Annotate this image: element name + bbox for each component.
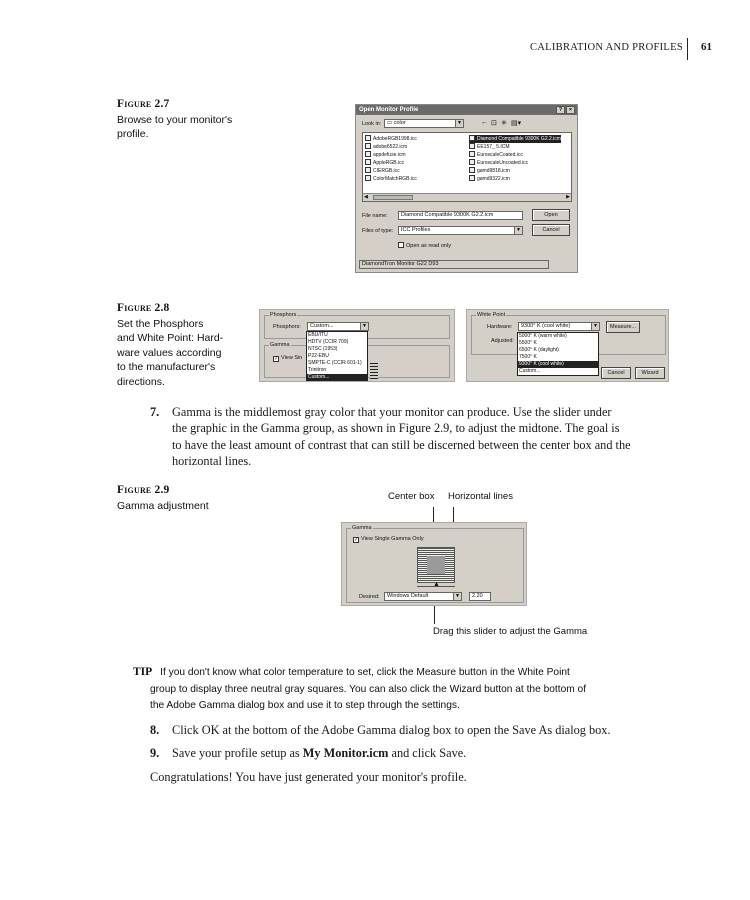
caption-line: directions. [117, 375, 165, 388]
view-single-gamma-checkbox[interactable]: ✓ View Single Gamma Only [354, 536, 424, 543]
dropdown-option[interactable]: 5500° K [519, 340, 537, 346]
step-line: horizontal lines. [172, 453, 252, 468]
list-item[interactable]: EE157_ 5.ICM [469, 143, 510, 151]
closing-text: Congratulations! You have just generated your monitor's profile. [150, 770, 467, 784]
file-type-label: Files of type: [362, 228, 394, 234]
measure-button[interactable]: Measure... [606, 321, 640, 333]
folder-icon: ▭ [387, 120, 394, 126]
figure-label: Figure 2.9 [117, 484, 170, 496]
scroll-left-icon[interactable]: ◀ [364, 194, 368, 200]
dropdown-option[interactable]: SMPTE-C (CCIR 601-1) [308, 360, 362, 366]
adjusted-label: Adjusted: [491, 338, 514, 344]
dialog-titlebar [356, 105, 577, 115]
dropdown-option-selected[interactable]: 9300° K (cool white) [518, 361, 598, 368]
tip-label: TIP [133, 666, 153, 678]
chevron-down-icon: ▼ [514, 227, 522, 234]
dropdown-option[interactable]: HDTV (CCIR 709) [308, 339, 349, 345]
gamma-value-input[interactable]: 2.20 [469, 592, 491, 601]
open-button[interactable]: Open [532, 209, 570, 221]
read-only-checkbox[interactable]: Open as read only [398, 242, 451, 249]
gamma-group [346, 525, 524, 603]
step-line: Save your profile setup as My Monitor.icm and click Save. [172, 746, 467, 760]
tip-box [133, 664, 678, 715]
up-folder-icon[interactable]: ⊡ [491, 120, 497, 127]
group-title: White Point [477, 312, 506, 318]
view-menu-icon[interactable]: ▤▾ [511, 120, 522, 127]
gamma-center-box [427, 556, 445, 574]
gamma-preview-graphic [417, 547, 455, 583]
chevron-down-icon: ▼ [360, 323, 368, 330]
group-title: Gamma [352, 525, 372, 531]
step-line: Gamma is the middlemost gray color that your monitor can produce. Use the slider under [172, 405, 612, 419]
step-number: 7. [150, 405, 160, 419]
step-line: the graphic in the Gamma group, as shown in Figure 2.9, to adjust the midtone. The goal is [172, 421, 620, 436]
tip-line: the Adobe Gamma dialog box and use it to step through the settings. [150, 700, 460, 711]
dropdown-option-selected[interactable]: Custom... [307, 374, 367, 381]
running-head [0, 40, 750, 58]
center-box-callout: Center box [388, 491, 435, 502]
step-8 [150, 722, 690, 738]
dropdown-option[interactable]: 7500° K [519, 354, 537, 360]
slider-callout: Drag this slider to adjust the Gamma [433, 626, 588, 637]
list-item[interactable]: AdobeRGB1998.icc [365, 135, 417, 143]
caption-line: ware values according [117, 346, 222, 359]
list-item[interactable]: gamd9818.icm [469, 167, 510, 175]
open-monitor-profile-dialog [355, 104, 578, 273]
file-name-input[interactable]: Diamond Compatible 9300K G2.2.icm [398, 211, 523, 220]
figure-label: Figure 2.8 [117, 302, 170, 314]
slider-leader-line [434, 606, 435, 624]
figure-2-8-caption [117, 301, 247, 389]
step-line: Click OK at the bottom of the Adobe Gamma dialog box to open the Save As dialog box. [172, 723, 611, 737]
step-7 [150, 404, 690, 469]
dropdown-option[interactable]: P22-EBU [308, 353, 329, 359]
step-9 [150, 745, 690, 761]
white-point-dropdown-list[interactable] [517, 332, 599, 376]
view-single-checkbox[interactable]: ✓ View Sin [274, 355, 303, 362]
dropdown-option[interactable]: NTSC (1953) [308, 346, 338, 352]
dropdown-option[interactable]: Custom... [519, 368, 541, 374]
figure-2-7-caption [117, 97, 247, 142]
list-item[interactable]: EuroscaleUncoated.icc [469, 159, 528, 167]
caption-line: Gamma adjustment [117, 499, 209, 512]
caption-line: profile. [117, 128, 149, 140]
dropdown-option[interactable]: 6500° K (daylight) [519, 347, 559, 353]
tip-line: TIP If you don't know what color temperature to set, click the Measure button in the White Point [133, 666, 570, 678]
look-in-select[interactable]: ▭ color ▼ [384, 119, 464, 128]
chevron-down-icon: ▼ [453, 593, 461, 600]
profile-description: DiamondTron Monitor G22 D93 [359, 260, 549, 269]
list-item-selected[interactable]: Diamond Compatible 9300K G2.2.icm [469, 135, 561, 143]
group-title: Phosphors [270, 312, 297, 318]
back-icon[interactable]: ← [481, 119, 488, 126]
list-item[interactable]: adobe6522.icm [365, 143, 407, 151]
file-name-label: File name: [362, 213, 388, 219]
running-head-divider [687, 38, 688, 60]
chevron-down-icon: ▼ [591, 323, 599, 330]
phosphors-dropdown-list[interactable] [306, 331, 368, 381]
caption-line: Browse to your monitor's [117, 113, 233, 126]
closing-paragraph [150, 769, 690, 785]
close-button[interactable]: × [566, 106, 575, 114]
figure-2-9-caption [117, 483, 247, 513]
caption-line: and White Point: Hard- [117, 332, 224, 344]
cancel-button[interactable]: Cancel [532, 224, 570, 236]
running-head-title: CALIBRATION AND PROFILES [529, 42, 683, 53]
dialog-title: Open Monitor Profile [359, 107, 419, 113]
tip-line: group to display three neutral gray squares. You can also click the Wizard button at the bottom of [150, 683, 587, 695]
desired-label: Desired: [359, 594, 380, 600]
wizard-button[interactable]: Wizard [635, 367, 665, 379]
caption-line: Set the Phosphors [117, 317, 204, 330]
step-number: 8. [150, 723, 160, 737]
list-item[interactable]: EuroscaleCoated.icc [469, 151, 523, 159]
list-item[interactable]: appdefuse.icm [365, 151, 406, 159]
list-item[interactable]: CIERGB.icc [365, 167, 400, 175]
phosphors-panel [259, 309, 455, 382]
horizontal-scrollbar[interactable] [363, 193, 571, 201]
dropdown-option[interactable]: Trinitron [308, 367, 327, 373]
page-number: 61 [701, 41, 712, 53]
gamma-slider-handle[interactable]: ▲ [433, 581, 440, 588]
list-item[interactable]: ColorMatchRGB.icc [365, 175, 417, 183]
hardware-label: Hardware: [487, 324, 513, 330]
scrollbar-thumb[interactable] [373, 195, 413, 200]
help-button[interactable]: ? [556, 106, 565, 114]
dropdown-option[interactable]: EBU/ITU [308, 332, 328, 338]
file-list[interactable] [362, 132, 572, 202]
list-item[interactable]: gamd9322.icm [469, 175, 510, 183]
phosphors-select[interactable]: Custom... ▼ [307, 322, 369, 331]
caption-line: to the manufacturer's [117, 361, 216, 373]
new-folder-icon[interactable]: ✳ [501, 120, 507, 127]
figure-label: Figure 2.7 [117, 98, 170, 110]
horizontal-lines-callout: Horizontal lines [448, 491, 513, 502]
hardware-select[interactable]: 9300° K (cool white) ▼ [518, 322, 600, 331]
white-point-panel [466, 309, 669, 382]
gamma-panel [341, 522, 527, 606]
step-number: 9. [150, 746, 160, 760]
cancel-button[interactable]: Cancel [601, 367, 631, 379]
dropdown-option[interactable]: 5000° K (warm white) [519, 333, 567, 339]
cursor-bars-icon [370, 363, 378, 379]
list-item[interactable]: AppleRGB.icc [365, 159, 404, 167]
desired-select[interactable]: Windows Default ▼ [384, 592, 462, 601]
phosphors-label: Phosphors: [273, 324, 301, 330]
scroll-right-icon[interactable]: ▶ [566, 194, 570, 200]
step-line: to have the least amount of contrast that can still be discerned between the center box and the [172, 437, 631, 452]
look-in-label: Look in: [362, 121, 382, 127]
group-title: Gamma [270, 342, 290, 348]
filename-bold: My Monitor.icm [302, 746, 389, 760]
file-type-select[interactable]: ICC Profiles ▼ [398, 226, 523, 235]
chevron-down-icon: ▼ [455, 120, 463, 127]
